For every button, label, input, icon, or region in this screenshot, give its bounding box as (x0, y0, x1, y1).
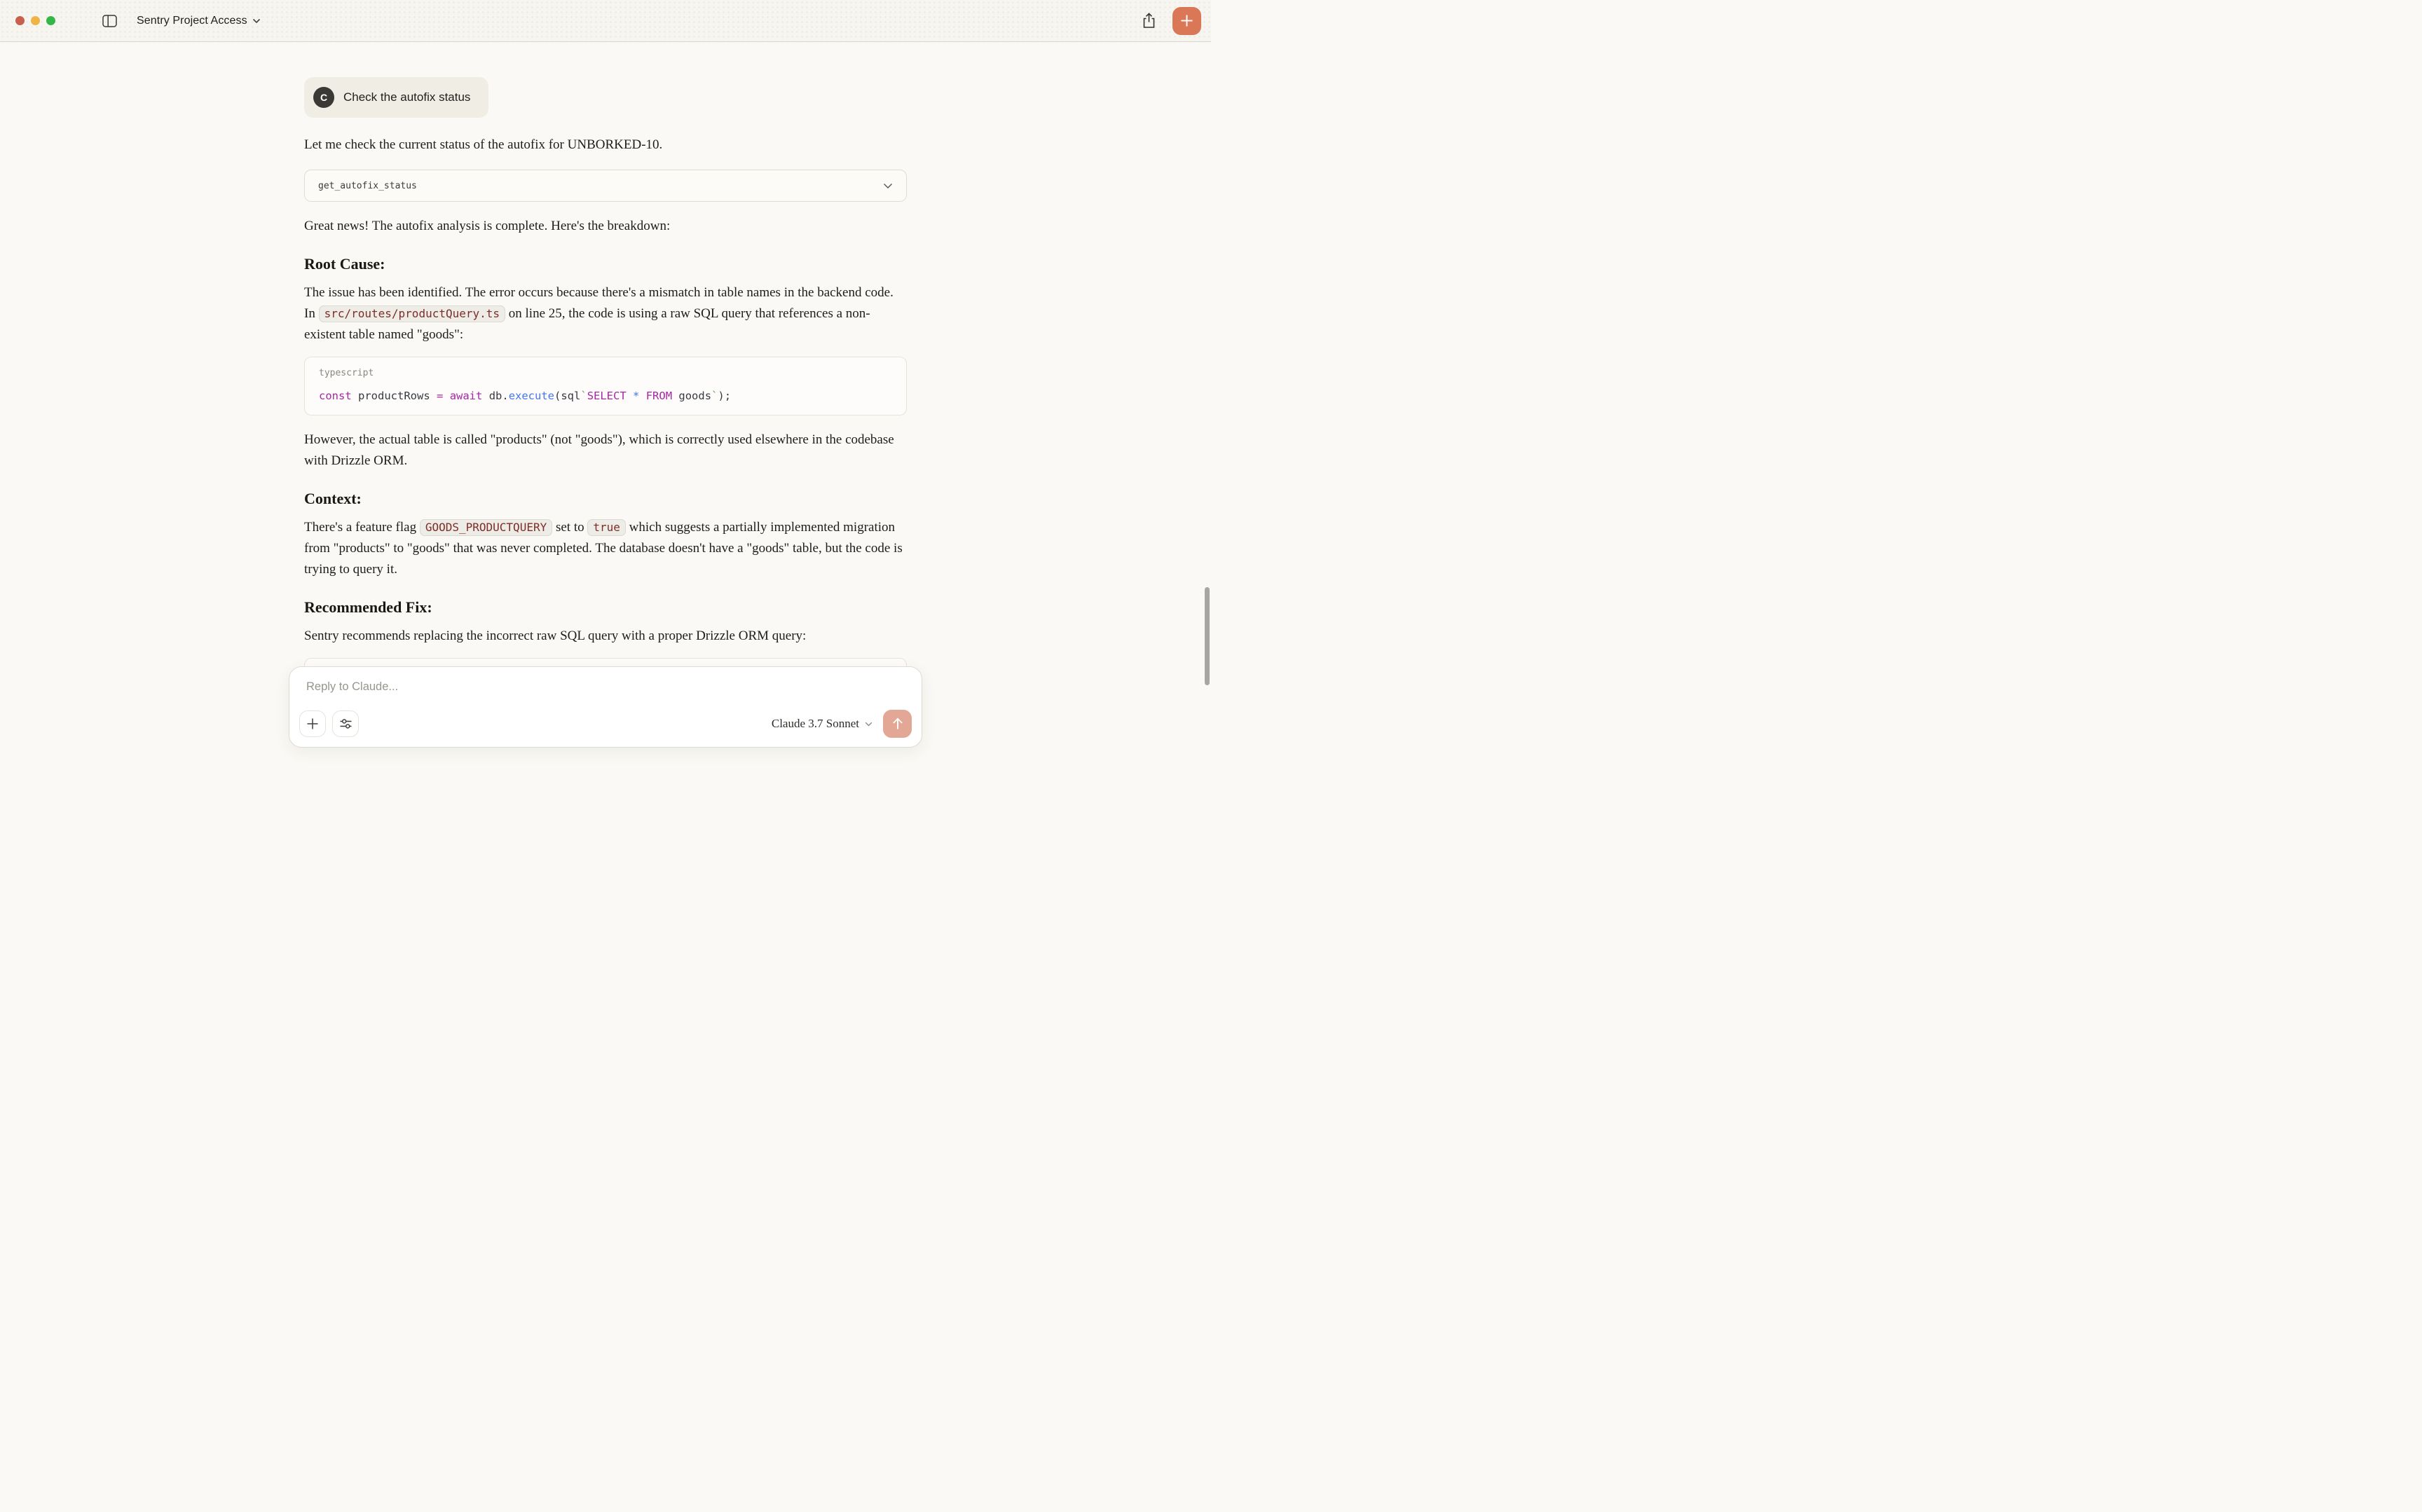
assistant-paragraph-however: However, the actual table is called "products" (not "goods"), which is correctly used elsewhere in the codebase with Drizzle ORM. (304, 432, 894, 468)
conversation-title-menu[interactable] (137, 15, 261, 27)
sliders-icon (338, 717, 353, 731)
assistant-paragraph-context (304, 517, 907, 580)
reply-input[interactable] (289, 667, 922, 708)
sidebar-panel-icon (102, 15, 117, 27)
text-segment: There's a feature flag (304, 520, 420, 535)
heading-recommended-fix: Recommended Fix: (304, 598, 432, 616)
assistant-paragraph-intro: Let me check the current status of the autofix for UNBORKED-10. (304, 137, 663, 152)
scrollbar-thumb[interactable] (1205, 587, 1210, 685)
code-block-typescript (304, 357, 907, 415)
code-token: FROM (645, 390, 673, 402)
assistant-paragraph-fix: Sentry recommends replacing the incorrect raw SQL query with a proper Drizzle ORM query: (304, 628, 807, 643)
chevron-down-icon (883, 183, 893, 189)
arrow-up-icon (891, 717, 904, 731)
code-language-label: typescript (319, 368, 374, 378)
tool-call-row[interactable] (304, 170, 907, 202)
tools-settings-button[interactable] (332, 710, 359, 737)
code-token: * (633, 390, 640, 402)
code-token: db. (482, 390, 509, 402)
code-token: ` (711, 390, 718, 402)
code-token: const (319, 390, 352, 402)
code-token: goods (672, 390, 712, 402)
send-button[interactable] (883, 710, 912, 738)
plus-icon (1180, 14, 1193, 27)
text-segment: which suggests a partially implemented migration from "products" to "goods" that was never completed. The database doesn't have a "goods" table, but the code is trying to query it. (304, 520, 903, 577)
code-token: productRows (351, 390, 437, 402)
code-token: execute (508, 390, 555, 402)
code-token: (sql (554, 390, 581, 402)
chevron-down-icon (865, 722, 873, 727)
user-message-bubble (304, 77, 488, 118)
chevron-down-icon (252, 18, 261, 24)
tool-call-name: get_autofix_status (318, 180, 417, 191)
inline-code-filepath: src/routes/productQuery.ts (319, 305, 505, 322)
code-token (443, 390, 449, 402)
new-chat-button[interactable] (1172, 7, 1201, 35)
zoom-window-button[interactable] (46, 16, 55, 25)
model-name: Claude 3.7 Sonnet (771, 717, 859, 730)
plus-icon (306, 717, 320, 731)
code-token (627, 390, 633, 402)
chat-scroll-area (0, 42, 1211, 756)
code-token: await (449, 390, 483, 402)
text-segment: on line 25, the code is using a raw SQL query that references a non-existent table named "goods": (304, 306, 870, 342)
code-token: SELECT (587, 390, 627, 402)
inline-code-feature-flag: GOODS_PRODUCTQUERY (420, 519, 552, 536)
code-token (639, 390, 645, 402)
close-window-button[interactable] (15, 16, 25, 25)
assistant-paragraph-root-cause (304, 282, 907, 345)
conversation-title: Sentry Project Access (137, 14, 247, 27)
heading-root-cause: Root Cause: (304, 255, 385, 273)
code-token: ` (580, 390, 587, 402)
share-button[interactable] (1137, 7, 1161, 35)
reply-composer (289, 666, 922, 748)
text-segment: set to (552, 520, 588, 535)
text-segment: The issue has been identified. The error occurs because there's a mismatch in table names in the backend code. In (304, 285, 894, 321)
assistant-paragraph-great-news: Great news! The autofix analysis is complete. Here's the breakdown: (304, 219, 671, 233)
inline-code-true: true (587, 519, 626, 536)
code-line (319, 390, 892, 402)
user-message-text: Check the autofix status (343, 90, 471, 104)
code-token: = (437, 390, 444, 402)
share-icon (1142, 13, 1156, 29)
traffic-lights (15, 16, 55, 25)
attach-button[interactable] (299, 710, 326, 737)
titlebar (0, 0, 1211, 42)
heading-context: Context: (304, 490, 362, 507)
code-token: ); (718, 390, 732, 402)
user-avatar: C (313, 87, 334, 108)
minimize-window-button[interactable] (31, 16, 40, 25)
model-selector[interactable] (772, 717, 873, 731)
toggle-sidebar-button[interactable] (97, 9, 121, 33)
